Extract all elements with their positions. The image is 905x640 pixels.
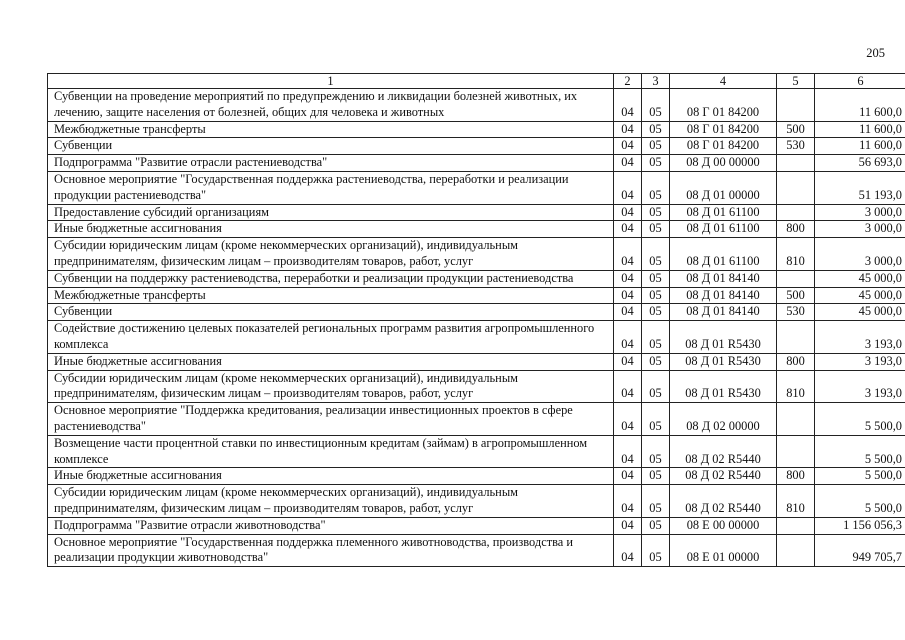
table-row [48,138,905,155]
amount-cell: 11 600,0 [815,89,905,122]
subsection-cell: 05 [642,204,670,221]
description-cell: Возмещение части процентной ставки по инвестиционным кредитам (займам) в агропромышленном комплексе [48,435,614,468]
subsection-cell: 05 [642,287,670,304]
section-cell: 04 [614,435,642,468]
table-row [48,534,905,567]
description-cell: Субвенции на поддержку растениеводства, переработки и реализации продукции растениеводства [48,270,614,287]
expense-type-cell: 500 [777,121,815,138]
subsection-cell: 05 [642,221,670,238]
amount-cell: 5 500,0 [815,403,905,436]
section-cell: 04 [614,517,642,534]
target-article-cell: 08 Е 01 00000 [670,534,777,567]
subsection-cell: 05 [642,403,670,436]
description-cell: Иные бюджетные ассигнования [48,353,614,370]
target-article-cell: 08 Д 01 R5430 [670,321,777,354]
section-cell: 04 [614,155,642,172]
header-cell-2: 2 [614,74,642,89]
description-cell: Подпрограмма "Развитие отрасли растениеводства" [48,155,614,172]
table-row [48,304,905,321]
expense-type-cell: 810 [777,238,815,271]
target-article-cell: 08 Д 02 R5440 [670,485,777,518]
amount-cell: 949 705,7 [815,534,905,567]
section-cell: 04 [614,485,642,518]
expense-type-cell [777,403,815,436]
expense-type-cell [777,155,815,172]
target-article-cell: 08 Д 02 R5440 [670,468,777,485]
expense-type-cell: 530 [777,304,815,321]
amount-cell: 11 600,0 [815,121,905,138]
section-cell: 04 [614,534,642,567]
amount-cell: 3 193,0 [815,321,905,354]
target-article-cell: 08 Г 01 84200 [670,121,777,138]
table-row [48,485,905,518]
description-cell: Иные бюджетные ассигнования [48,221,614,238]
amount-cell: 5 500,0 [815,435,905,468]
budget-table [47,73,905,567]
amount-cell: 45 000,0 [815,270,905,287]
section-cell: 04 [614,138,642,155]
subsection-cell: 05 [642,238,670,271]
section-cell: 04 [614,370,642,403]
subsection-cell: 05 [642,468,670,485]
subsection-cell: 05 [642,270,670,287]
header-cell-4: 4 [670,74,777,89]
header-row [48,74,905,89]
description-cell: Содействие достижению целевых показателей региональных программ развития агропромышленного комплекса [48,321,614,354]
table-row [48,370,905,403]
subsection-cell: 05 [642,353,670,370]
subsection-cell: 05 [642,155,670,172]
table-row [48,353,905,370]
amount-cell: 3 000,0 [815,204,905,221]
target-article-cell: 08 Д 01 61100 [670,238,777,271]
description-cell: Основное мероприятие "Государственная поддержка растениеводства, переработки и реализации продукции растениеводства" [48,171,614,204]
target-article-cell: 08 Д 01 R5430 [670,353,777,370]
target-article-cell: 08 Д 01 61100 [670,204,777,221]
section-cell: 04 [614,403,642,436]
expense-type-cell [777,321,815,354]
description-cell: Предоставление субсидий организациям [48,204,614,221]
section-cell: 04 [614,321,642,354]
table-row [48,435,905,468]
section-cell: 04 [614,270,642,287]
subsection-cell: 05 [642,89,670,122]
target-article-cell: 08 Д 00 00000 [670,155,777,172]
expense-type-cell [777,435,815,468]
description-cell: Межбюджетные трансферты [48,287,614,304]
amount-cell: 11 600,0 [815,138,905,155]
description-cell: Иные бюджетные ассигнования [48,468,614,485]
table-row [48,468,905,485]
expense-type-cell: 810 [777,370,815,403]
subsection-cell: 05 [642,321,670,354]
target-article-cell: 08 Е 00 00000 [670,517,777,534]
target-article-cell: 08 Д 01 84140 [670,287,777,304]
description-cell: Субвенции [48,138,614,155]
expense-type-cell [777,171,815,204]
target-article-cell: 08 Д 02 00000 [670,403,777,436]
header-cell-6: 6 [815,74,905,89]
subsection-cell: 05 [642,517,670,534]
description-cell: Основное мероприятие "Поддержка кредитования, реализации инвестиционных проектов в сфере растениеводства" [48,403,614,436]
section-cell: 04 [614,238,642,271]
target-article-cell: 08 Д 01 84140 [670,270,777,287]
target-article-cell: 08 Г 01 84200 [670,138,777,155]
expense-type-cell [777,89,815,122]
expense-type-cell: 800 [777,221,815,238]
target-article-cell: 08 Д 01 61100 [670,221,777,238]
amount-cell: 3 000,0 [815,221,905,238]
table-row [48,171,905,204]
target-article-cell: 08 Д 01 R5430 [670,370,777,403]
amount-cell: 5 500,0 [815,468,905,485]
target-article-cell: 08 Д 01 00000 [670,171,777,204]
table-row [48,221,905,238]
expense-type-cell: 810 [777,485,815,518]
section-cell: 04 [614,304,642,321]
description-cell: Субсидии юридическим лицам (кроме некоммерческих организаций), индивидуальным предпринимателям, физическим лицам – производителям товаров, работ, услуг [48,485,614,518]
amount-cell: 45 000,0 [815,287,905,304]
expense-type-cell: 500 [777,287,815,304]
table-row [48,403,905,436]
subsection-cell: 05 [642,171,670,204]
description-cell: Субсидии юридическим лицам (кроме некоммерческих организаций), индивидуальным предпринимателям, физическим лицам – производителям товаров, работ, услуг [48,370,614,403]
section-cell: 04 [614,468,642,485]
expense-type-cell: 530 [777,138,815,155]
amount-cell: 3 193,0 [815,353,905,370]
table-row [48,155,905,172]
description-cell: Субвенции на проведение мероприятий по предупреждению и ликвидации болезней животных, их лечению, защите населения от болезней, общих для человека и животных [48,89,614,122]
subsection-cell: 05 [642,304,670,321]
subsection-cell: 05 [642,138,670,155]
expense-type-cell [777,517,815,534]
table-row [48,204,905,221]
expense-type-cell: 800 [777,353,815,370]
table-row [48,321,905,354]
subsection-cell: 05 [642,121,670,138]
amount-cell: 3 193,0 [815,370,905,403]
section-cell: 04 [614,353,642,370]
description-cell: Подпрограмма "Развитие отрасли животноводства" [48,517,614,534]
expense-type-cell [777,270,815,287]
table-row [48,517,905,534]
target-article-cell: 08 Д 02 R5440 [670,435,777,468]
description-cell: Субвенции [48,304,614,321]
subsection-cell: 05 [642,370,670,403]
header-cell-1: 1 [48,74,614,89]
table-row [48,238,905,271]
header-cell-5: 5 [777,74,815,89]
section-cell: 04 [614,287,642,304]
description-cell: Межбюджетные трансферты [48,121,614,138]
table-body [48,89,905,567]
page-number: 205 [866,46,885,60]
section-cell: 04 [614,171,642,204]
amount-cell: 1 156 056,3 [815,517,905,534]
expense-type-cell [777,204,815,221]
amount-cell: 5 500,0 [815,485,905,518]
subsection-cell: 05 [642,485,670,518]
amount-cell: 51 193,0 [815,171,905,204]
description-cell: Основное мероприятие "Государственная поддержка племенного животноводства, производства и реализации продукции животноводства" [48,534,614,567]
table-row [48,89,905,122]
table-row [48,270,905,287]
target-article-cell: 08 Г 01 84200 [670,89,777,122]
header-cell-3: 3 [642,74,670,89]
subsection-cell: 05 [642,435,670,468]
amount-cell: 3 000,0 [815,238,905,271]
description-cell: Субсидии юридическим лицам (кроме некоммерческих организаций), индивидуальным предпринимателям, физическим лицам – производителям товаров, работ, услуг [48,238,614,271]
target-article-cell: 08 Д 01 84140 [670,304,777,321]
amount-cell: 56 693,0 [815,155,905,172]
section-cell: 04 [614,204,642,221]
section-cell: 04 [614,121,642,138]
table-row [48,287,905,304]
subsection-cell: 05 [642,534,670,567]
expense-type-cell [777,534,815,567]
table-row [48,121,905,138]
expense-type-cell: 800 [777,468,815,485]
amount-cell: 45 000,0 [815,304,905,321]
section-cell: 04 [614,89,642,122]
section-cell: 04 [614,221,642,238]
